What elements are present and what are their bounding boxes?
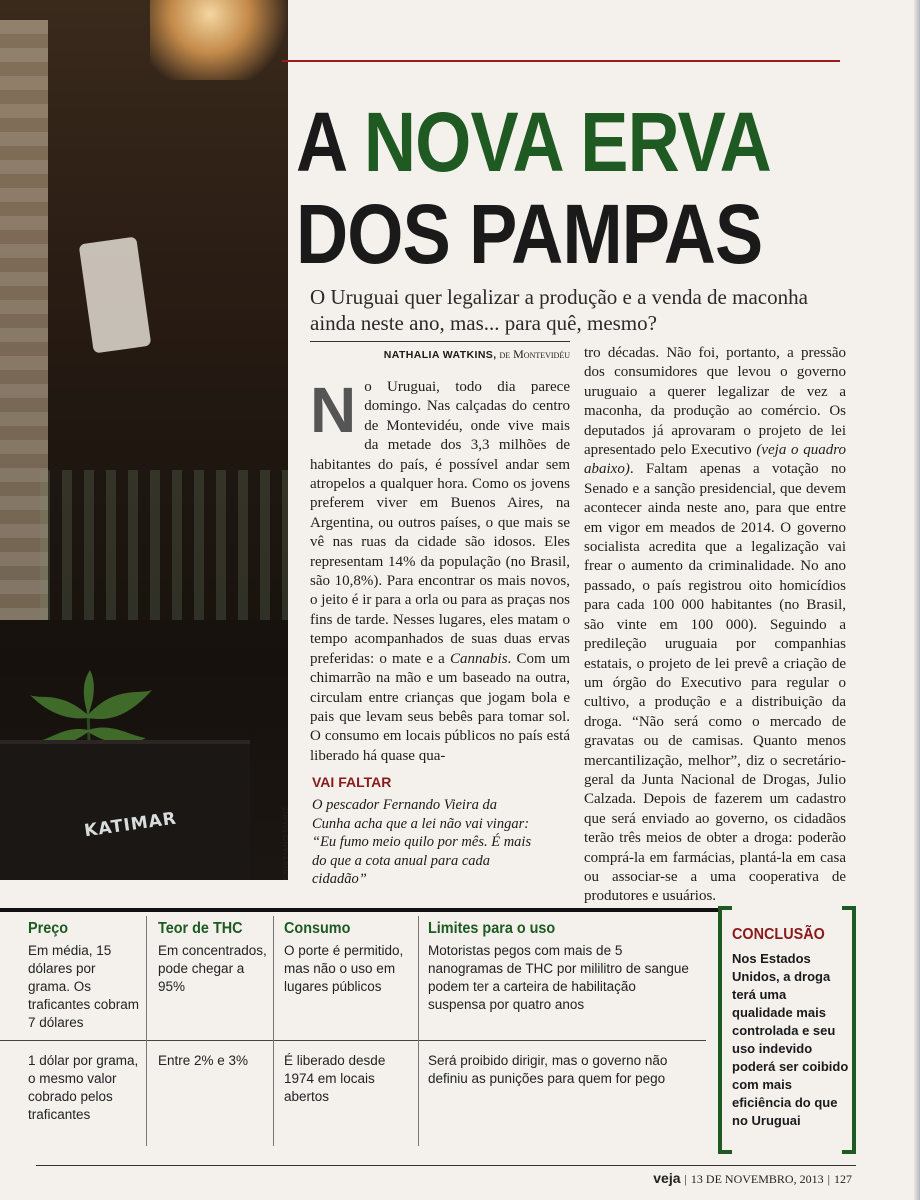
- col2-emphasis: (veja o quadro abaixo): [584, 442, 846, 478]
- page-footer: veja | 13 DE NOVEMBRO, 2013 | 127: [653, 1170, 852, 1186]
- planter-label: KATIMAR: [83, 808, 179, 842]
- byline-rule: [310, 341, 570, 342]
- lamp-glow: [150, 0, 288, 80]
- conclusion-text: Nos Estados Unidos, a droga terá uma qualidade mais controlada e seu uso indevido poderá ser coibido com mais eficiência do que no Uruguai: [732, 951, 849, 1128]
- byline-author: NATHALIA WATKINS,: [383, 349, 497, 361]
- planter-box: [0, 740, 250, 880]
- table-cell: Motoristas pegos com mais de 5 nanogramas de THC por mililitro de sangue podem ter a carteira de habilitação suspensa por quatro anos: [428, 943, 689, 1012]
- article-column-1: [310, 374, 570, 766]
- bottle-shelf: [40, 470, 288, 620]
- magazine-brand: veja: [653, 1170, 681, 1186]
- drop-cap: N: [310, 374, 357, 446]
- table-col-divider: [418, 916, 419, 1146]
- table-cell: É liberado desde 1974 em locais abertos: [284, 1053, 386, 1104]
- table-header-limits: Limites para o uso: [428, 920, 556, 937]
- byline: [310, 347, 570, 362]
- headline-green: NOVA ERVA: [363, 95, 771, 189]
- col1-emphasis: Cannabis: [450, 650, 508, 667]
- table-row-divider: [0, 1040, 706, 1041]
- byline-location: de Montevidéu: [499, 347, 570, 361]
- headline-part1: A: [296, 95, 364, 189]
- table-cell: 1 dólar por grama, o mesmo valor cobrado pelos traficantes: [28, 1053, 139, 1122]
- table-header-thc: Teor de THC: [158, 920, 243, 937]
- footer-rule: [36, 1165, 856, 1166]
- conclusion-box: [718, 906, 856, 1146]
- sidebar-title: VAI FALTAR: [312, 774, 392, 790]
- table-cell: Em média, 15 dólares por grama. Os traficantes cobram 7 dólares: [28, 943, 140, 1030]
- hanging-bag: [79, 236, 152, 353]
- article-photo: [0, 0, 288, 880]
- table-col-divider: [146, 916, 147, 1146]
- table-header-consumption: Consumo: [284, 920, 351, 937]
- page-edge: [914, 0, 920, 1200]
- col1-text-a: o Uruguai, todo dia parece domingo. Nas calçadas do centro de Montevidéu, onde vive mais da metade dos 3,3 milhões de habitantes do país, é possível andar sem atropelos a qualquer hora. Como os jovens preferem viver em Buenos Aires, na Argentina, ou outros países, o que mais se vê nas ruas da cidade são idosos. Eles representam 14% da população (no Brasil, são 10,8%). Para encontrar os mais novos, o jeito é ir para a orla ou para as praças nos fins de tarde. Nesses lugares, eles matam o tempo acompanhados de suas duas ervas preferidas: o mate e a: [310, 379, 570, 667]
- page-number: 127: [834, 1172, 852, 1186]
- headline-line2: DOS PAMPAS: [296, 187, 763, 281]
- article-column-2: [584, 344, 846, 907]
- bracket-left: [718, 906, 732, 1154]
- table-cell: Será proibido dirigir, mas o governo não definiu as punições para quem for pego: [428, 1053, 668, 1086]
- table-header-price: Preço: [28, 920, 69, 937]
- col1-text-b: . Com um chimarrão na mão e um baseado na outra, circulam entre crianças que jogam bola e pais que levam seus bebês para tomar sol. O consumo em locais públicos no país está liberado há quase qua-: [310, 650, 570, 764]
- deck: O Uruguai quer legalizar a produção e a venda de maconha ainda neste ano, mas... para quê, mesmo?: [310, 285, 808, 335]
- table-cell: Entre 2% e 3%: [158, 1053, 249, 1068]
- sidebar-quote: O pescador Fernando Vieira da Cunha acha que a lei não vai vingar: “Eu fumo meio quilo por mês. É mais do que a cota anual para cada cidadão”: [312, 797, 532, 887]
- table-cell: O porte é permitido, mas não o uso em lugares públicos: [284, 943, 404, 994]
- conclusion-title: CONCLUSÃO: [732, 926, 825, 943]
- table-col-divider: [273, 916, 274, 1146]
- issue-date: 13 DE NOVEMBRO, 2013: [690, 1172, 824, 1186]
- photo-credit: CRISTIANO MARIZ: [281, 806, 290, 880]
- col2-text-b: . Faltam apenas a votação no Senado e a sanção presidencial, que devem acontecer ainda neste ano, para que entre em vigor em meados de 2014. O governo socialista acredita que a legalização vai frear o aumento da criminalidade. No ano passado, o país registrou oito homicídios para cada 100 000 habitantes (no Brasil, são vinte em 100 000). Seguindo a predileção uruguaia por companhias estatais, o projeto de lei prevê a criação de um órgão do Executivo para regular o cultivo, a produção e a distribuição da droga. “Não será como o mercado de gravatas ou de camisas. Quanto menos mercantilização, melhor”, diz o secretário-geral da Junta Nacional de Drogas, Julio Calzada. Depois de fazerem um cadastro que será enviado ao governo, os cidadãos terão três meios de obter a droga: poderão comprá-la em farmácias, plantá-la em casa ou associar-se a uma cooperativa de produtores e usuários.: [584, 461, 846, 905]
- table-cell: Em concentrados, pode chegar a 95%: [158, 943, 267, 994]
- table-top-rule: [0, 908, 720, 912]
- red-rule: [282, 60, 840, 62]
- col2-text-a: tro décadas. Não foi, portanto, a pressão dos consumidores que levou o governo uruguaio a querer legalizar de vez a maconha, da produção ao comércio. Os deputados já aprovaram o projeto de lei apresentado pelo Executivo: [584, 345, 846, 459]
- headline: [296, 96, 778, 280]
